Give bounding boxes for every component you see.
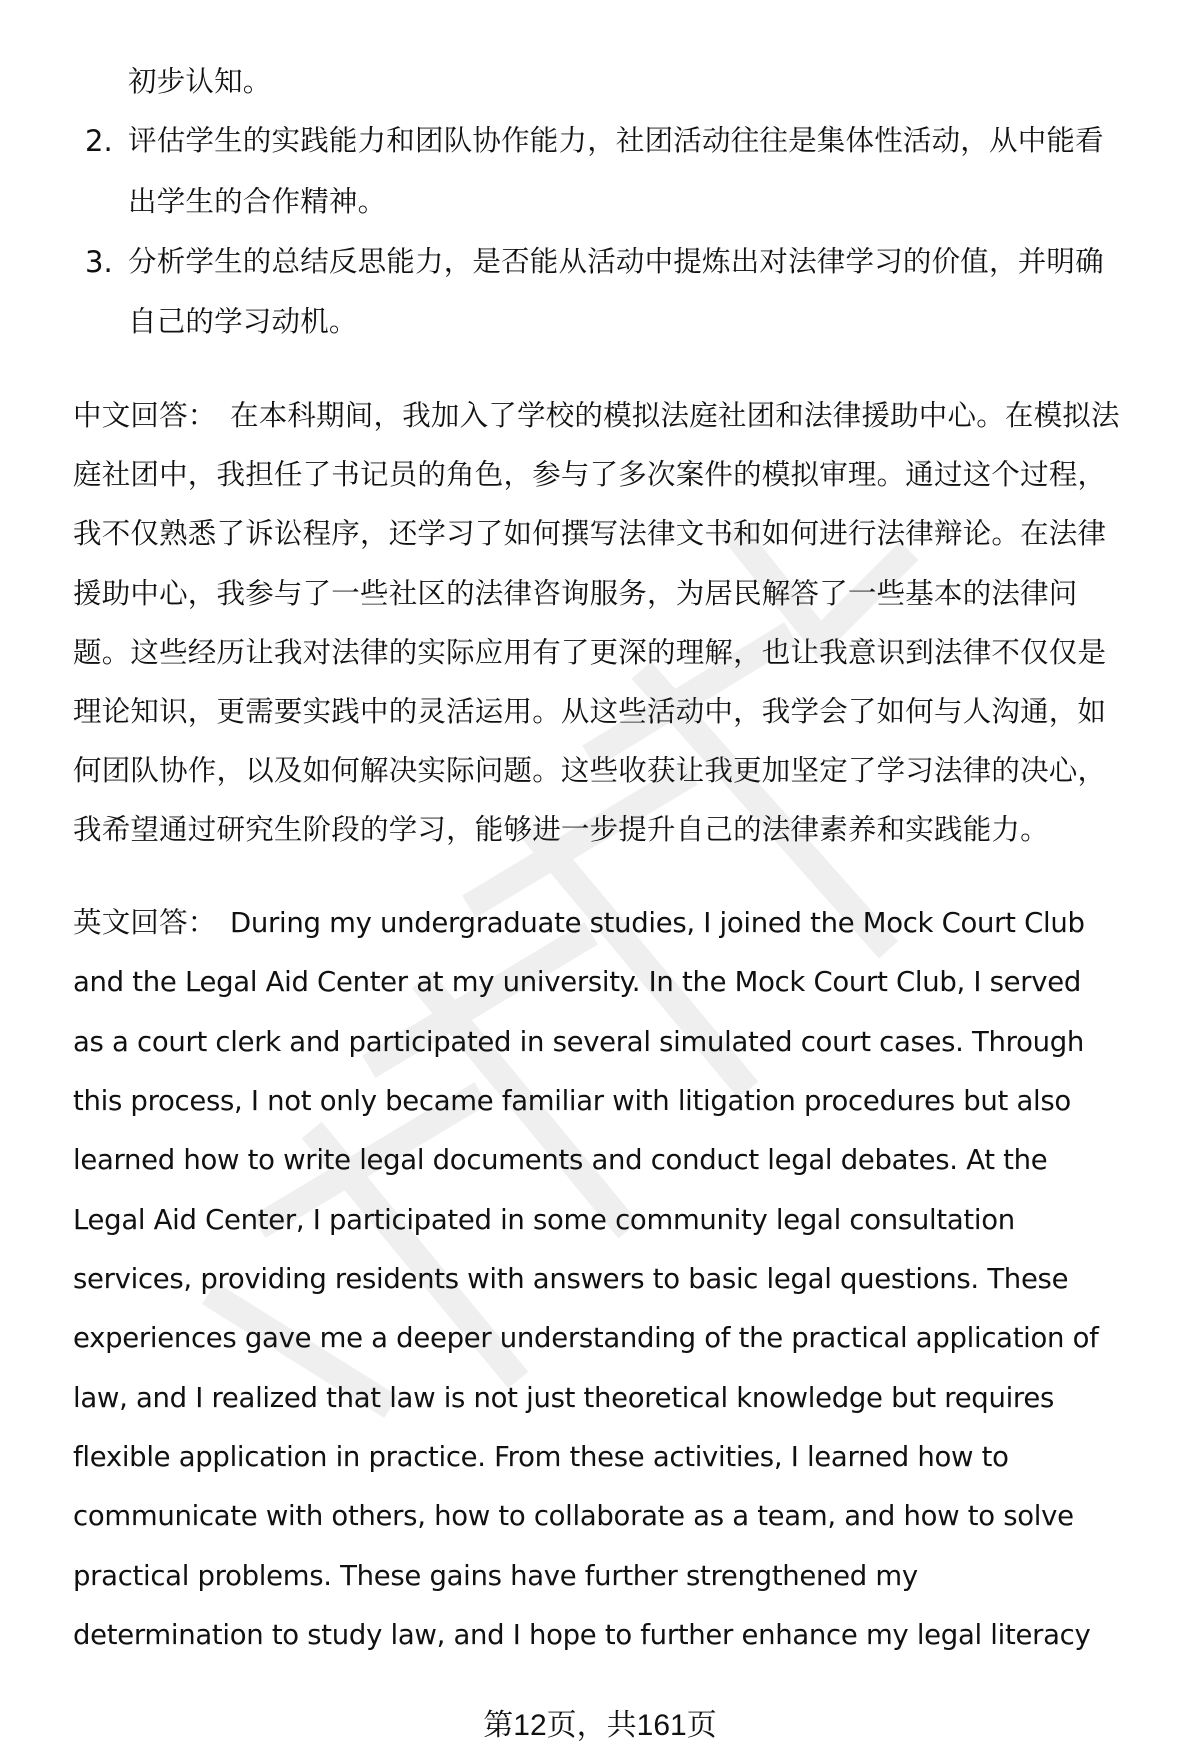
list-item-2-line-2: 出学生的合作精神。: [128, 185, 387, 218]
list-item-3-line-1: 分析学生的总结反思能力，是否能从活动中提炼出对法律学习的价值，并明确: [128, 245, 1104, 278]
chinese-answer-line: 题。这些经历让我对法律的实际应用有了更深的理解，也让我意识到法律不仅仅是: [73, 636, 1107, 669]
chinese-answer-line: 在本科期间，我加入了学校的模拟法庭社团和法律援助中心。在模拟法: [230, 399, 1120, 432]
chinese-answer-label: 中文回答：: [73, 399, 217, 432]
english-answer-line: services, providing residents with answers to basic legal questions. These: [73, 1263, 1069, 1295]
english-answer-label: 英文回答：: [73, 906, 217, 939]
english-answer-line: During my undergraduate studies, I joined the Mock Court Club: [230, 907, 1085, 939]
chinese-answer-line: 我不仅熟悉了诉讼程序，还学习了如何撰写法律文书和如何进行法律辩论。在法律: [73, 517, 1107, 550]
chinese-answer-line: 援助中心，我参与了一些社区的法律咨询服务，为居民解答了一些基本的法律问: [73, 577, 1078, 610]
list-item-3-line-2: 自己的学习动机。: [128, 305, 358, 338]
chinese-answer-line: 理论知识，更需要实践中的灵活运用。从这些活动中，我学会了如何与人沟通，如: [73, 695, 1107, 728]
english-answer-line: practical problems. These gains have further strengthened my: [73, 1560, 918, 1592]
chinese-answer-line: 庭社团中，我担任了书记员的角色，参与了多次案件的模拟审理。通过这个过程，: [73, 458, 1107, 491]
list-number-2: 2.: [85, 124, 113, 158]
page-number: 第12页，共161页: [483, 1709, 717, 1742]
list-item-2-line-1: 评估学生的实践能力和团队协作能力，社团活动往往是集体性活动，从中能看: [128, 124, 1104, 157]
english-answer-line: communicate with others, how to collaborate as a team, and how to solve: [73, 1500, 1074, 1532]
english-answer-line: and the Legal Aid Center at my university. In the Mock Court Club, I served: [73, 966, 1082, 998]
english-answer-line: flexible application in practice. From these activities, I learned how to: [73, 1441, 1009, 1473]
chinese-answer-line: 我希望通过研究生阶段的学习，能够进一步提升自己的法律素养和实践能力。: [73, 813, 1049, 846]
chinese-answer-line: 何团队协作，以及如何解决实际问题。这些收获让我更加坚定了学习法律的决心，: [73, 754, 1107, 787]
list-item-1-continuation: 初步认知。: [128, 65, 272, 98]
english-answer-line: learned how to write legal documents and conduct legal debates. At the: [73, 1144, 1048, 1176]
list-number-3: 3.: [85, 245, 113, 279]
english-answer-line: law, and I realized that law is not just theoretical knowledge but requires: [73, 1382, 1054, 1414]
english-answer-line: determination to study law, and I hope to further enhance my legal literacy: [73, 1619, 1091, 1651]
english-answer-line: as a court clerk and participated in several simulated court cases. Through: [73, 1026, 1085, 1058]
english-answer-line: Legal Aid Center, I participated in some community legal consultation: [73, 1204, 1015, 1236]
english-answer-line: this process, I not only became familiar with litigation procedures but also: [73, 1085, 1071, 1117]
english-answer-line: experiences gave me a deeper understanding of the practical application of: [73, 1322, 1099, 1354]
